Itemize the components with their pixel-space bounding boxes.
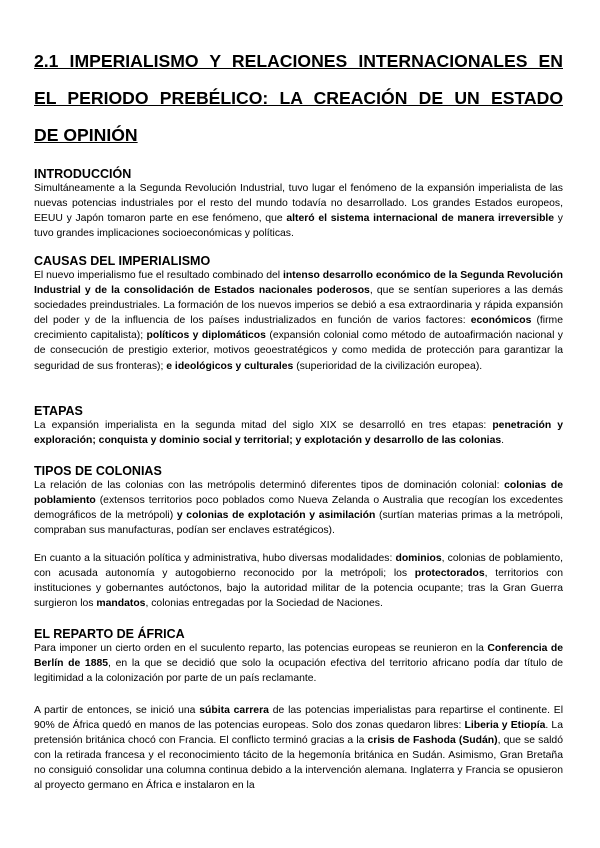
- section-etapas: [34, 404, 563, 448]
- paragraph: El nuevo imperialismo fue el resultado combinado del intenso desarrollo económico de la Segunda Revolución Industrial y de la consolidación de Estados nacionales poderosos, que se sentían superiores a las demás sociedades preindustriales. La formación de los nuevos imperios se debió a esa extraordinaria y rápida expansión del poder y de la influencia de los países industrializados en función de varios factores: económicos (firme crecimiento capitalista); políticos y diplomáticos (expansión colonial como método de autoafirmación nacional y de consecución de prestigio exterior, motivos geoestratégicos y como medida de protección para garantizar la seguridad de sus fronteras); e ideológicos y culturales (superioridad de la civilización europea).: [34, 270, 564, 372]
- section-tipos-de-colonias-cont: [34, 551, 563, 611]
- paragraph: En cuanto a la situación política y administrativa, hubo diversas modalidades: dominios, colonias de poblamiento, con acusada autonomía y autogobierno reconocido por la metrópoli; los protectorados, territorios con instituciones y gobernantes autóctonos, bajo la autoridad militar de la potencia ocupante; tras la Gran Guerra surgieron los mandatos, colonias entregadas por la Sociedad de Naciones.: [34, 553, 563, 610]
- paragraph: Simultáneamente a la Segunda Revolución Industrial, tuvo lugar el fenómeno de la expansión imperialista de las nuevas potencias industriales por el resto del mundo todavía no desarrollado. Los grandes Estados europeos, EEUU y Japón tomaron parte en ese fenómeno, que alteró el sistema internacional de manera irreversible y tuvo grandes implicaciones socioeconómicas y políticas.: [34, 183, 563, 240]
- section-heading: TIPOS DE COLONIAS: [34, 464, 162, 478]
- document-page: [34, 0, 564, 792]
- paragraph: La expansión imperialista en la segunda mitad del siglo XIX se desarrolló en tres etapas: penetración y exploración; conquista y dominio social y territorial; y explotación y desarrollo de las colonias.: [34, 420, 564, 447]
- section-heading: ETAPAS: [34, 404, 83, 418]
- paragraph: La relación de las colonias con las metrópolis determinó diferentes tipos de dominación colonial: colonias de poblamiento (extensos territorios poco poblados como Nueva Zelanda o Australia que recogían los excedentes demográficos de la metrópoli) y colonias de explotación y asimilación (surtían materias primas a la metrópoli, compraban sus manufacturas, podían ser enclaves estratégicos).: [34, 480, 564, 537]
- document-title: [34, 0, 563, 154]
- section-heading: EL REPARTO DE ÁFRICA: [34, 627, 185, 641]
- section-heading: CAUSAS DEL IMPERIALISMO: [34, 254, 211, 268]
- section-heading: INTRODUCCIÓN: [34, 167, 132, 181]
- paragraph: Para imponer un cierto orden en el suculento reparto, las potencias europeas se reunieron en la Conferencia de Berlín de 1885, en la que se decidió que solo la ocupación efectiva del territorio africano podía dar título de legitimidad a la colonización por parte de un país reclamante.: [34, 643, 563, 685]
- title-line-2: EL PERIODO PREBÉLICO: LA CREACIÓN DE UN ESTADO: [34, 88, 563, 108]
- section-reparto-de-africa-cont: [34, 703, 563, 794]
- title-line-1: 2.1 IMPERIALISMO Y RELACIONES INTERNACIONALES EN: [34, 51, 563, 71]
- section-tipos-de-colonias: [34, 464, 563, 538]
- section-introduccion: [34, 167, 563, 241]
- title-line-3: DE OPINIÓN: [34, 125, 138, 145]
- section-causas: [34, 254, 563, 374]
- section-reparto-de-africa: [34, 627, 563, 686]
- paragraph: A partir de entonces, se inició una súbita carrera de las potencias imperialistas para repartirse el continente. El 90% de África quedó en manos de las potencias europeas. Solo dos zonas quedaron libres: Liberia y Etiopía. La pretensión británica chocó con Francia. El conflicto terminó gracias a la crisis de Fashoda (Sudán), que se saldó con la retirada francesa y el reconocimiento tácito de la hegemonía británica en Sudán. Asimismo, Gran Bretaña no consiguió consolidar una columna continua debido a la intervención alemana. Inglaterra y Francia se opusieron al proyecto germano en África e instalaron en la: [34, 705, 564, 792]
